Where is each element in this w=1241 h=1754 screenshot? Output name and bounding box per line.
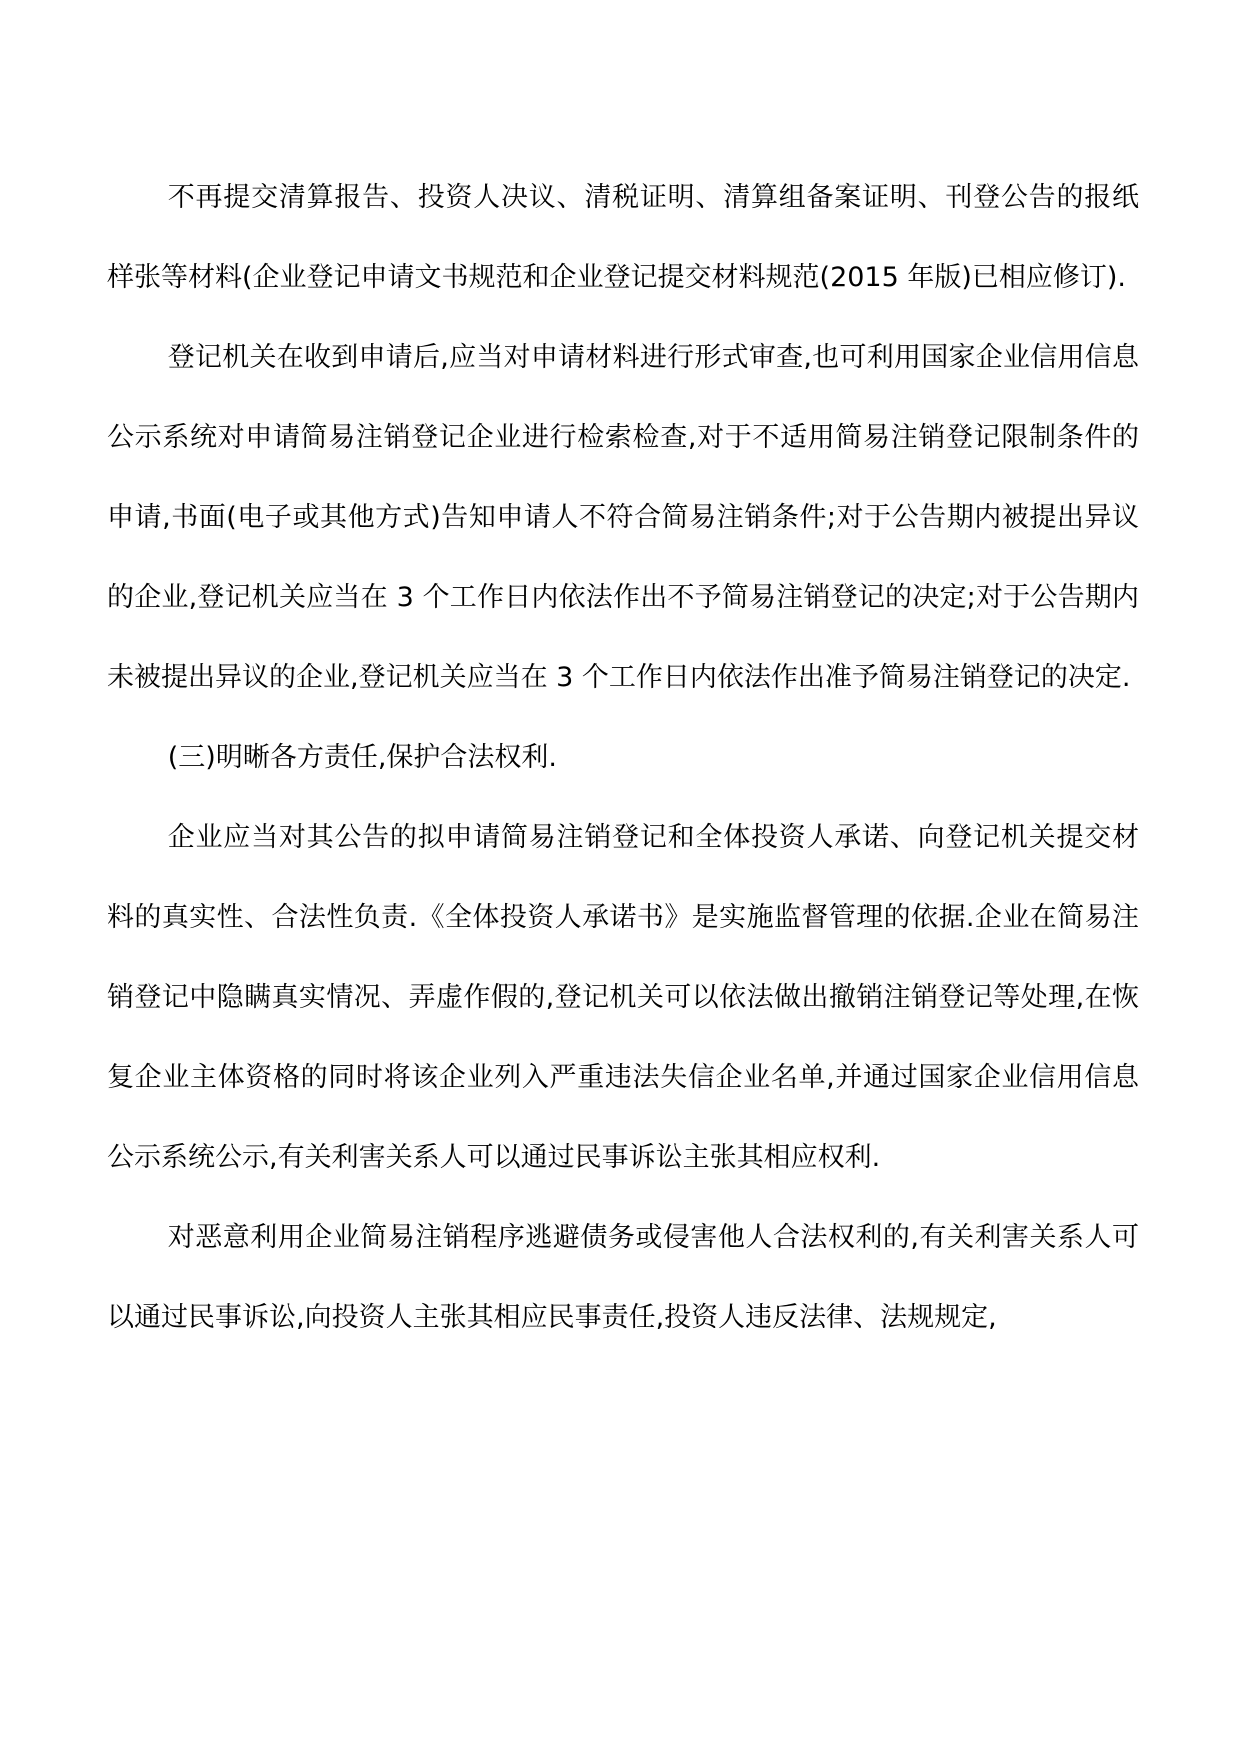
paragraph-enterprise-responsibility: 企业应当对其公告的拟申请简易注销登记和全体投资人承诺、向登记机关提交材料的真实性、合法性负责.《全体投资人承诺书》是实施监督管理的依据.企业在简易注销登记中隐瞒真实情况、弄虚作假的,登记机关可以依法做出撤销注销登记等处理,在恢复企业主体资格的同时将该企业列入严重违法失信企业名单,并通过国家企业信用信息公示系统公示,有关利害关系人可以通过民事诉讼主张其相应权利. — [107, 822, 1139, 1173]
document-body — [107, 158, 1139, 1358]
paragraph-materials: 不再提交清算报告、投资人决议、清税证明、清算组备案证明、刊登公告的报纸样张等材料(企业登记申请文书规范和企业登记提交材料规范(2015 年版)已相应修订). — [107, 182, 1139, 293]
section-heading-responsibilities: (三)明晰各方责任,保护合法权利. — [167, 742, 557, 773]
paragraph-review: 登记机关在收到申请后,应当对申请材料进行形式审查,也可利用国家企业信用信息公示系统对申请简易注销登记企业进行检索检查,对于不适用简易注销登记限制条件的申请,书面(电子或其他方式)告知申请人不符合简易注销条件;对于公告期内被提出异议的企业,登记机关应当在 3 个工作日内依法作出不予简易注销登记的决定;对于公告期内未被提出异议的企业,登记机关应当在 3 个工作日内依法作出准予简易注销登记的决定. — [107, 342, 1139, 693]
paragraph-malicious-use: 对恶意利用企业简易注销程序逃避债务或侵害他人合法权利的,有关利害关系人可以通过民事诉讼,向投资人主张其相应民事责任,投资人违反法律、法规规定, — [107, 1222, 1139, 1333]
